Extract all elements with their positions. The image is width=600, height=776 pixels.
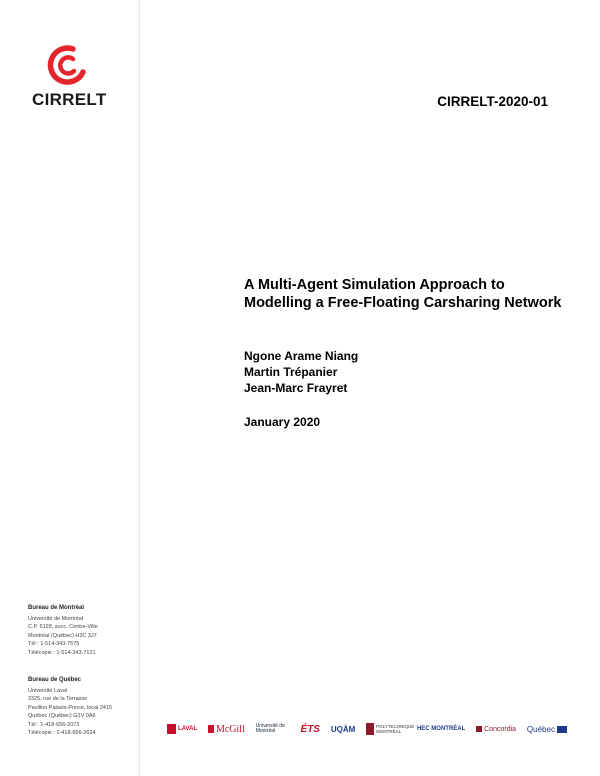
address-line: C.P. 6128, succ. Centre-Ville [28,624,98,630]
quebec-flag-icon [557,726,567,733]
address-line: Pavillon Palasis-Prince, local 2415 [28,704,113,711]
author-name: Ngone Arame Niang [244,349,359,363]
office-heading: Bureau de Québec [28,677,82,683]
hec-logo: HEC MONTRÉAL [416,726,466,732]
udem-logo: Université de Montréal [255,723,285,734]
mcgill-crest-icon [208,725,214,733]
page-divider [139,0,140,776]
author-name: Martin Trépanier [244,365,338,379]
address-line: Tél : 1-514-343-7575 [28,641,80,647]
address-line: Université Laval [28,687,68,694]
document-title: A Multi-Agent Simulation Approach to Modelling a Free-Floating Carsharing Network [244,277,562,311]
uqam-logo: UQÀM [330,724,356,734]
cirrelt-logo-icon [37,42,95,88]
address-line: Université de Montréal [28,615,84,622]
office-heading: Bureau de Montréal [28,605,85,611]
publication-date: January 2020 [244,415,321,429]
concordia-mark-icon [476,726,482,732]
quebec-government-logo: Québec [527,725,567,734]
polytechnique-crest-icon [366,723,374,735]
polytechnique-logo: POLYTECHNIQUE MONTRÉAL [366,723,406,735]
author-list [244,348,358,396]
address-line: 2325, rue de la Terrasse [28,696,88,702]
mcgill-logo: McGill [208,724,245,735]
laval-crest-icon [167,724,176,734]
partner-logos [167,719,567,739]
montreal-office-address [28,604,98,657]
ets-logo: ÉTS [300,723,320,735]
address-line: Télécopie : 1-418-656-2624 [28,730,96,736]
laval-logo: LAVAL [167,724,197,734]
concordia-logo: Concordia [476,726,516,733]
address-line: Québec (Québec) G1V 0A6 [28,713,96,719]
quebec-office-address [28,676,112,738]
address-line: Télécopie : 1-514-343-7121 [28,649,96,656]
report-id: CIRRELT-2020-01 [437,94,548,109]
address-line: Tél : 1-418-656-2073 [28,721,80,728]
logo-wordmark: CIRRELT [32,90,107,109]
cirrelt-logo [32,42,107,110]
address-line: Montréal (Québec) H3C 3J7 [28,632,97,639]
author-name: Jean-Marc Frayret [244,381,348,395]
